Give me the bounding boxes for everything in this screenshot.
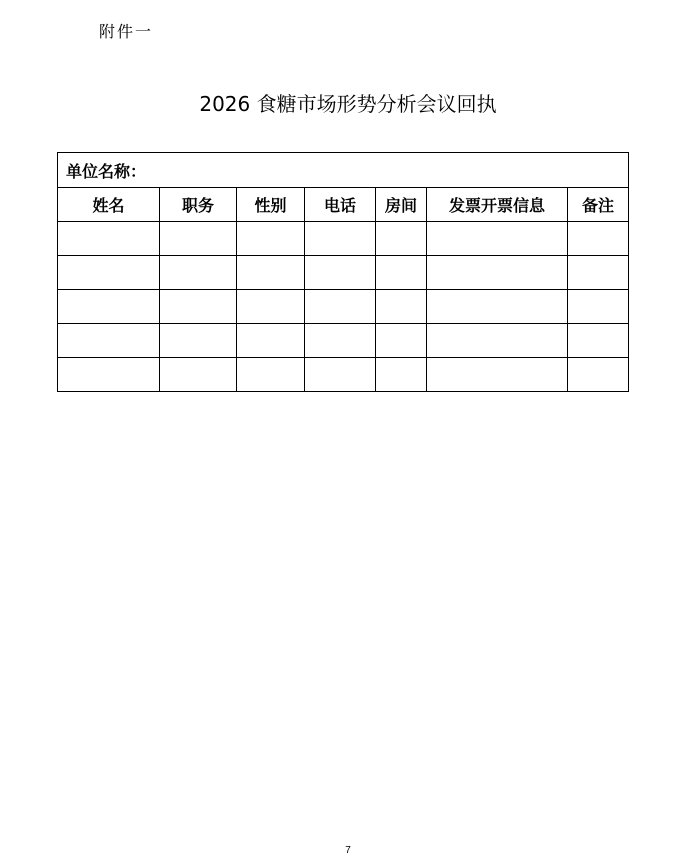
attachment-label: 附件一 <box>99 22 154 41</box>
column-header-invoice-info: 发票开票信息 <box>427 188 568 222</box>
table-cell <box>568 324 629 358</box>
table-cell <box>427 324 568 358</box>
table-row <box>58 324 629 358</box>
column-header-room: 房间 <box>376 188 427 222</box>
table-row <box>58 358 629 392</box>
table-cell <box>427 222 568 256</box>
table-cell <box>160 256 237 290</box>
reply-form-table <box>57 152 629 392</box>
table-cell <box>58 324 160 358</box>
table-cell <box>237 222 305 256</box>
column-header-remarks: 备注 <box>568 188 629 222</box>
table-cell <box>376 324 427 358</box>
table-cell <box>237 290 305 324</box>
table-cell <box>58 222 160 256</box>
table-cell <box>305 358 376 392</box>
column-header-position: 职务 <box>160 188 237 222</box>
table-header-row <box>58 188 629 222</box>
table-cell <box>160 290 237 324</box>
table-cell <box>568 256 629 290</box>
table-cell <box>305 290 376 324</box>
table-cell <box>376 290 427 324</box>
table-cell <box>568 358 629 392</box>
unit-name-row <box>58 153 629 188</box>
table-row <box>58 222 629 256</box>
column-header-name: 姓名 <box>58 188 160 222</box>
table-cell <box>237 256 305 290</box>
column-header-gender: 性别 <box>237 188 305 222</box>
table-cell <box>376 358 427 392</box>
unit-name-label: 单位名称： <box>58 153 629 188</box>
table-cell <box>305 222 376 256</box>
table-cell <box>58 290 160 324</box>
column-header-phone: 电话 <box>305 188 376 222</box>
table-cell <box>376 256 427 290</box>
page-number: 7 <box>345 845 351 856</box>
table-cell <box>427 256 568 290</box>
table-cell <box>160 324 237 358</box>
table-cell <box>568 222 629 256</box>
table-cell <box>237 358 305 392</box>
table-cell <box>160 222 237 256</box>
table-cell <box>376 222 427 256</box>
table-cell <box>427 290 568 324</box>
table-cell <box>237 324 305 358</box>
table-cell <box>58 256 160 290</box>
table-row <box>58 256 629 290</box>
table-cell <box>305 256 376 290</box>
table-cell <box>160 358 237 392</box>
table-row <box>58 290 629 324</box>
table-cell <box>568 290 629 324</box>
table-cell <box>305 324 376 358</box>
table-cell <box>427 358 568 392</box>
document-title: 2026 食糖市场形势分析会议回执 <box>199 92 497 116</box>
table-cell <box>58 358 160 392</box>
